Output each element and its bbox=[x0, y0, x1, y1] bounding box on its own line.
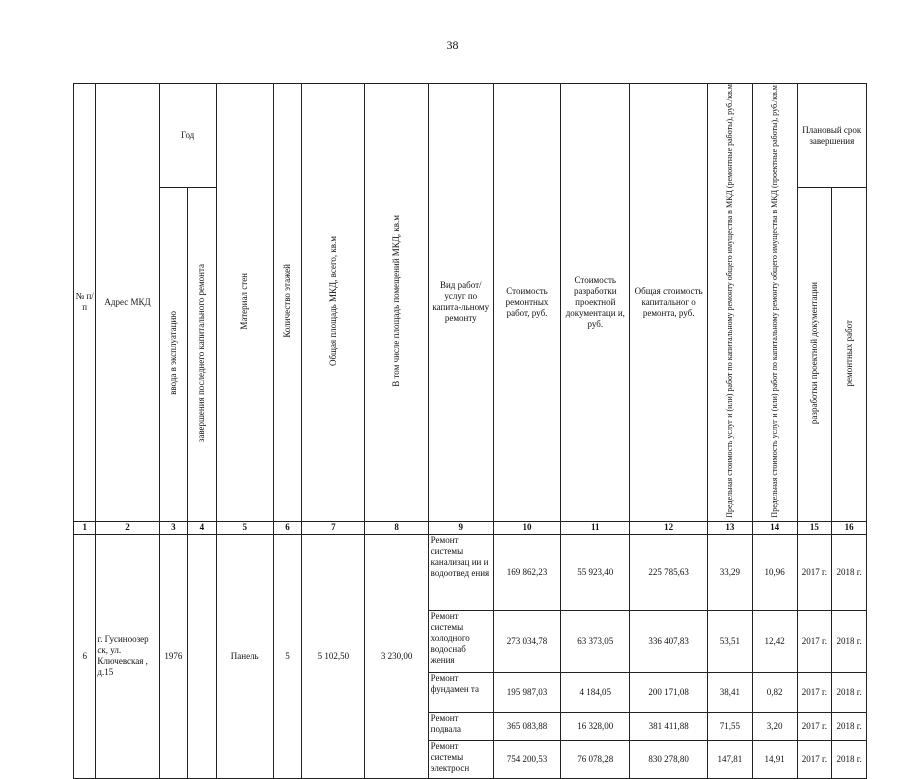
work-design-cost: 16 328,00 bbox=[561, 712, 630, 740]
capital-repair-table bbox=[73, 83, 867, 779]
header-limit-design: Предельная стоимость услуг и (или) работ по капитальному ремонту общего имущества в МКД (проектные работы), руб./кв.м bbox=[752, 84, 797, 522]
work-planned-repair: 2018 г. bbox=[832, 712, 867, 740]
header-year-commission: ввода в эксплуатацию bbox=[159, 188, 188, 521]
work-limit-repair: 53,51 bbox=[707, 610, 752, 672]
work-repair-cost: 273 034,78 bbox=[493, 610, 560, 672]
work-limit-repair: 33,29 bbox=[707, 534, 752, 610]
work-design-cost: 63 373,05 bbox=[561, 610, 630, 672]
work-limit-repair: 71,55 bbox=[707, 712, 752, 740]
header-repair-cost: Стоимость ремонтных работ, руб. bbox=[493, 84, 560, 522]
col-number: 10 bbox=[493, 521, 560, 534]
header-design-cost: Стоимость разработки проектной документаци и, руб. bbox=[561, 84, 630, 522]
work-total-cost: 336 407,83 bbox=[630, 610, 707, 672]
page-number: 38 bbox=[446, 38, 459, 52]
header-address: Адрес МКД bbox=[96, 84, 159, 522]
header-year-group: Год bbox=[159, 84, 216, 188]
col-number: 7 bbox=[302, 521, 365, 534]
work-limit-repair: 38,41 bbox=[707, 672, 752, 712]
work-planned-design: 2017 г. bbox=[797, 534, 832, 610]
work-planned-repair: 2018 г. bbox=[832, 534, 867, 610]
work-total-cost: 381 411,88 bbox=[630, 712, 707, 740]
work-limit-design: 12,42 bbox=[752, 610, 797, 672]
work-repair-cost: 365 083,88 bbox=[493, 712, 560, 740]
header-planned-design: разработки проектной документации bbox=[797, 188, 832, 521]
work-limit-design: 3,20 bbox=[752, 712, 797, 740]
building-year-last-repair bbox=[188, 534, 217, 778]
work-design-cost: 55 923,40 bbox=[561, 534, 630, 610]
col-number: 8 bbox=[365, 521, 428, 534]
header-planned-repair: ремонтных работ bbox=[832, 188, 867, 521]
header-wall-material: Материал стен bbox=[216, 84, 273, 522]
work-design-cost: 4 184,05 bbox=[561, 672, 630, 712]
work-planned-design: 2017 г. bbox=[797, 672, 832, 712]
work-name: Ремонт системы канализац ии и водоотвед ения bbox=[428, 534, 493, 610]
work-planned-repair: 2018 г. bbox=[832, 610, 867, 672]
building-premises-area: 3 230,00 bbox=[365, 534, 428, 778]
header-work-type: Вид работ/ услуг по капита-льному ремонту bbox=[428, 84, 493, 522]
work-name: Ремонт системы электросн bbox=[428, 740, 493, 778]
work-limit-design: 0,82 bbox=[752, 672, 797, 712]
col-number: 2 bbox=[96, 521, 159, 534]
work-total-cost: 830 278,80 bbox=[630, 740, 707, 778]
work-repair-cost: 754 200,53 bbox=[493, 740, 560, 778]
col-number: 16 bbox=[832, 521, 867, 534]
work-limit-repair: 147,81 bbox=[707, 740, 752, 778]
work-name: Ремонт фундамен та bbox=[428, 672, 493, 712]
building-year-commission: 1976 bbox=[159, 534, 188, 778]
building-total-area: 5 102,50 bbox=[302, 534, 365, 778]
col-number: 9 bbox=[428, 521, 493, 534]
col-number: 5 bbox=[216, 521, 273, 534]
work-repair-cost: 169 862,23 bbox=[493, 534, 560, 610]
col-number: 3 bbox=[159, 521, 188, 534]
header-year-last-repair: завершения последнего капитального ремонта bbox=[188, 188, 217, 521]
work-total-cost: 200 171,08 bbox=[630, 672, 707, 712]
building-floors: 5 bbox=[273, 534, 302, 778]
building-wall-material: Панель bbox=[216, 534, 273, 778]
work-planned-design: 2017 г. bbox=[797, 740, 832, 778]
header-premises-area: В том числе площадь помещений МКД, кв.м bbox=[365, 84, 428, 522]
header-num: № п/ п bbox=[74, 84, 96, 522]
header-floors: Количество этажей bbox=[273, 84, 302, 522]
col-number: 12 bbox=[630, 521, 707, 534]
header-planned-group: Плановый срок завершения bbox=[797, 84, 866, 188]
header-limit-repair: Предельная стоимость услуг и (или) работ по капитальному ремонту общего имущества в МКД (ремонтные работы), руб./кв.м bbox=[707, 84, 752, 522]
building-num: 6 bbox=[74, 534, 96, 778]
work-limit-design: 14,91 bbox=[752, 740, 797, 778]
col-number: 14 bbox=[752, 521, 797, 534]
header-total-area: Общая площадь МКД, всего, кв.м bbox=[302, 84, 365, 522]
work-planned-repair: 2018 г. bbox=[832, 672, 867, 712]
work-planned-repair: 2018 г. bbox=[832, 740, 867, 778]
work-total-cost: 225 785,63 bbox=[630, 534, 707, 610]
work-name: Ремонт подвала bbox=[428, 712, 493, 740]
col-number: 11 bbox=[561, 521, 630, 534]
building-address: г. Гусиноозер ск, ул. Ключевская , д.15 bbox=[96, 534, 159, 778]
col-number: 4 bbox=[188, 521, 217, 534]
header-total-cost: Общая стоимость капитальног о ремонта, руб. bbox=[630, 84, 707, 522]
work-name: Ремонт системы холодного водоснаб жения bbox=[428, 610, 493, 672]
col-number: 13 bbox=[707, 521, 752, 534]
col-number: 15 bbox=[797, 521, 832, 534]
work-design-cost: 76 078,28 bbox=[561, 740, 630, 778]
work-planned-design: 2017 г. bbox=[797, 712, 832, 740]
col-number: 6 bbox=[273, 521, 302, 534]
work-limit-design: 10,96 bbox=[752, 534, 797, 610]
work-planned-design: 2017 г. bbox=[797, 610, 832, 672]
col-number: 1 bbox=[74, 521, 96, 534]
work-repair-cost: 195 987,03 bbox=[493, 672, 560, 712]
